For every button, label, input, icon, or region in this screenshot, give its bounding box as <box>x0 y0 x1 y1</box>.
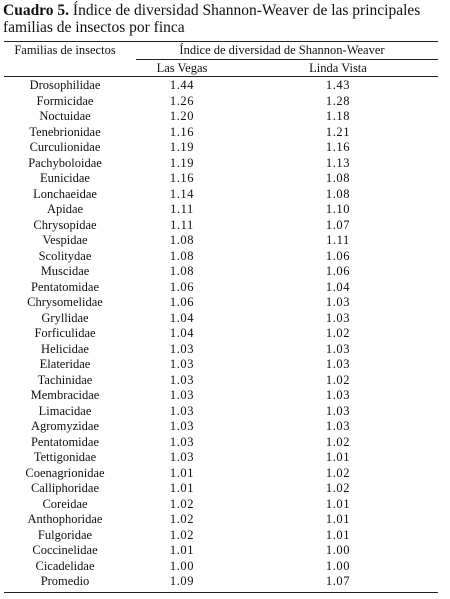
family-cell: Gryllidae <box>41 310 89 325</box>
family-cell: Eunicidae <box>40 171 90 185</box>
las-vegas-value: 1.44 <box>169 78 195 92</box>
header-diversity-index: Índice de diversidad de Shannon-Weaver <box>179 43 385 57</box>
table-row <box>4 295 438 311</box>
family-cell: Formicidae <box>36 93 94 108</box>
table-row <box>4 140 438 156</box>
las-vegas-value: 1.03 <box>169 341 195 356</box>
linda-vista-value: 1.04 <box>325 279 351 294</box>
family-cell: Pentatomidae <box>30 279 100 294</box>
las-vegas-value: 1.01 <box>169 465 195 480</box>
linda-vista-value: 1.28 <box>325 93 351 108</box>
las-vegas-value: 1.11 <box>170 202 194 216</box>
table-row <box>4 466 438 482</box>
linda-vista-value: 1.08 <box>325 186 351 201</box>
table-row <box>4 528 438 544</box>
table-row <box>4 512 438 528</box>
las-vegas-value: 1.04 <box>169 326 195 340</box>
las-vegas-value: 1.00 <box>169 558 195 573</box>
linda-vista-value: 1.03 <box>325 295 351 309</box>
las-vegas-value: 1.09 <box>169 574 195 588</box>
linda-vista-value: 1.10 <box>325 202 351 216</box>
header-linda-vista: Linda Vista <box>309 61 367 75</box>
table-row <box>4 574 438 590</box>
linda-vista-value: 1.03 <box>325 310 351 325</box>
linda-vista-value: 1.13 <box>325 155 351 170</box>
table-row <box>4 249 438 265</box>
table-row <box>4 481 438 497</box>
table-row <box>4 218 438 234</box>
family-cell: Pachyboloidae <box>28 155 102 170</box>
linda-vista-value: 1.00 <box>325 543 351 557</box>
las-vegas-value: 1.03 <box>169 357 195 371</box>
linda-vista-value: 1.02 <box>325 465 351 480</box>
linda-vista-value: 1.06 <box>325 248 351 263</box>
linda-vista-value: 1.08 <box>325 171 351 185</box>
las-vegas-value: 1.20 <box>169 109 195 123</box>
las-vegas-value: 1.03 <box>169 388 195 402</box>
family-cell: Coenagrionidae <box>25 465 105 480</box>
table-row <box>4 559 438 575</box>
family-cell: Noctuidae <box>39 109 91 123</box>
las-vegas-value: 1.01 <box>169 543 195 557</box>
family-cell: Forficulidae <box>34 326 96 340</box>
linda-vista-value: 1.03 <box>325 357 351 371</box>
las-vegas-value: 1.01 <box>169 481 195 495</box>
table-row <box>4 450 438 466</box>
family-cell: Agromyzidae <box>30 419 100 433</box>
family-cell: Elateridae <box>39 357 91 371</box>
table-body <box>4 78 438 590</box>
group-rule <box>136 59 438 60</box>
family-cell: Calliphoridae <box>30 481 100 495</box>
linda-vista-value: 1.02 <box>325 481 351 495</box>
linda-vista-value: 1.02 <box>325 326 351 340</box>
las-vegas-value: 1.26 <box>169 93 195 108</box>
las-vegas-value: 1.03 <box>169 419 195 433</box>
las-vegas-value: 1.03 <box>169 450 195 464</box>
linda-vista-value: 1.01 <box>325 512 351 526</box>
table-caption <box>3 2 447 36</box>
family-cell: Muscidae <box>40 264 90 278</box>
las-vegas-value: 1.19 <box>169 155 195 170</box>
las-vegas-value: 1.08 <box>169 233 195 247</box>
family-cell: Coreidae <box>42 496 88 511</box>
linda-vista-value: 1.11 <box>326 233 350 247</box>
family-cell: Curculionidae <box>29 140 101 154</box>
las-vegas-value: 1.16 <box>169 171 195 185</box>
family-cell: Vespidae <box>42 233 88 247</box>
family-cell: Tachinidae <box>37 372 93 387</box>
family-cell: Tenebrionidae <box>29 124 101 139</box>
las-vegas-value: 1.03 <box>169 372 195 387</box>
las-vegas-value: 1.02 <box>169 527 195 542</box>
table-row <box>4 342 438 358</box>
family-cell: Promedio <box>40 574 90 588</box>
table-row <box>4 202 438 218</box>
header-las-vegas: Las Vegas <box>156 61 208 75</box>
table-row <box>4 78 438 94</box>
table-row <box>4 373 438 389</box>
table-row <box>4 543 438 559</box>
linda-vista-value: 1.21 <box>325 124 351 139</box>
las-vegas-value: 1.14 <box>169 186 195 201</box>
las-vegas-value: 1.03 <box>169 434 195 449</box>
diversity-table <box>4 78 438 590</box>
table-row <box>4 357 438 373</box>
family-cell: Pentatomidae <box>30 434 100 449</box>
linda-vista-value: 1.00 <box>325 558 351 573</box>
las-vegas-value: 1.08 <box>169 248 195 263</box>
family-cell: Chrysomelidae <box>27 295 103 309</box>
las-vegas-value: 1.06 <box>169 279 195 294</box>
table-row <box>4 388 438 404</box>
linda-vista-value: 1.01 <box>325 527 351 542</box>
linda-vista-value: 1.06 <box>325 264 351 278</box>
las-vegas-value: 1.02 <box>169 496 195 511</box>
family-cell: Tettigonidae <box>33 450 97 464</box>
las-vegas-value: 1.11 <box>170 217 194 232</box>
table-row <box>4 497 438 513</box>
family-cell: Membracidae <box>30 388 100 402</box>
table-row <box>4 125 438 141</box>
table-row <box>4 404 438 420</box>
las-vegas-value: 1.02 <box>169 512 195 526</box>
table-row <box>4 156 438 172</box>
family-cell: Coccinelidae <box>32 543 98 557</box>
linda-vista-value: 1.03 <box>325 419 351 433</box>
linda-vista-value: 1.02 <box>325 434 351 449</box>
las-vegas-value: 1.08 <box>169 264 195 278</box>
caption-label: Cuadro 5. <box>3 2 70 19</box>
linda-vista-value: 1.02 <box>325 372 351 387</box>
table-row <box>4 233 438 249</box>
family-cell: Chrysopidae <box>33 217 97 232</box>
linda-vista-value: 1.07 <box>325 574 351 588</box>
linda-vista-value: 1.03 <box>325 403 351 418</box>
table-row <box>4 264 438 280</box>
table-row <box>4 326 438 342</box>
family-cell: Apidae <box>46 202 84 216</box>
family-cell: Helicidae <box>41 341 89 356</box>
linda-vista-value: 1.03 <box>325 341 351 356</box>
family-cell: Fulgoridae <box>37 527 93 542</box>
family-cell: Anthophoridae <box>27 512 103 526</box>
table-row <box>4 94 438 110</box>
las-vegas-value: 1.06 <box>169 295 195 309</box>
las-vegas-value: 1.19 <box>169 140 195 154</box>
las-vegas-value: 1.16 <box>169 124 195 139</box>
family-cell: Scolitydae <box>38 248 92 263</box>
table-row <box>4 171 438 187</box>
linda-vista-value: 1.43 <box>325 78 351 92</box>
header-families: Familias de insectos <box>14 43 116 57</box>
family-cell: Drosophilidae <box>29 78 101 92</box>
family-cell: Cicadelidae <box>35 558 95 573</box>
family-cell: Lonchaeidae <box>33 186 97 201</box>
linda-vista-value: 1.03 <box>325 388 351 402</box>
linda-vista-value: 1.07 <box>325 217 351 232</box>
caption-text: Índice de diversidad Shannon-Weaver de las principales familias de insectos por finca <box>3 2 421 36</box>
las-vegas-value: 1.04 <box>169 310 195 325</box>
header-rule <box>4 76 438 77</box>
linda-vista-value: 1.01 <box>325 450 351 464</box>
linda-vista-value: 1.01 <box>325 496 351 511</box>
table-row <box>4 109 438 125</box>
table-row <box>4 280 438 296</box>
table-row <box>4 187 438 203</box>
las-vegas-value: 1.03 <box>169 403 195 418</box>
table-row <box>4 435 438 451</box>
bottom-rule <box>4 592 438 593</box>
table-row <box>4 419 438 435</box>
linda-vista-value: 1.16 <box>325 140 351 154</box>
linda-vista-value: 1.18 <box>325 109 351 123</box>
top-rule <box>4 41 438 42</box>
table-row <box>4 311 438 327</box>
family-cell: Limacidae <box>38 403 92 418</box>
